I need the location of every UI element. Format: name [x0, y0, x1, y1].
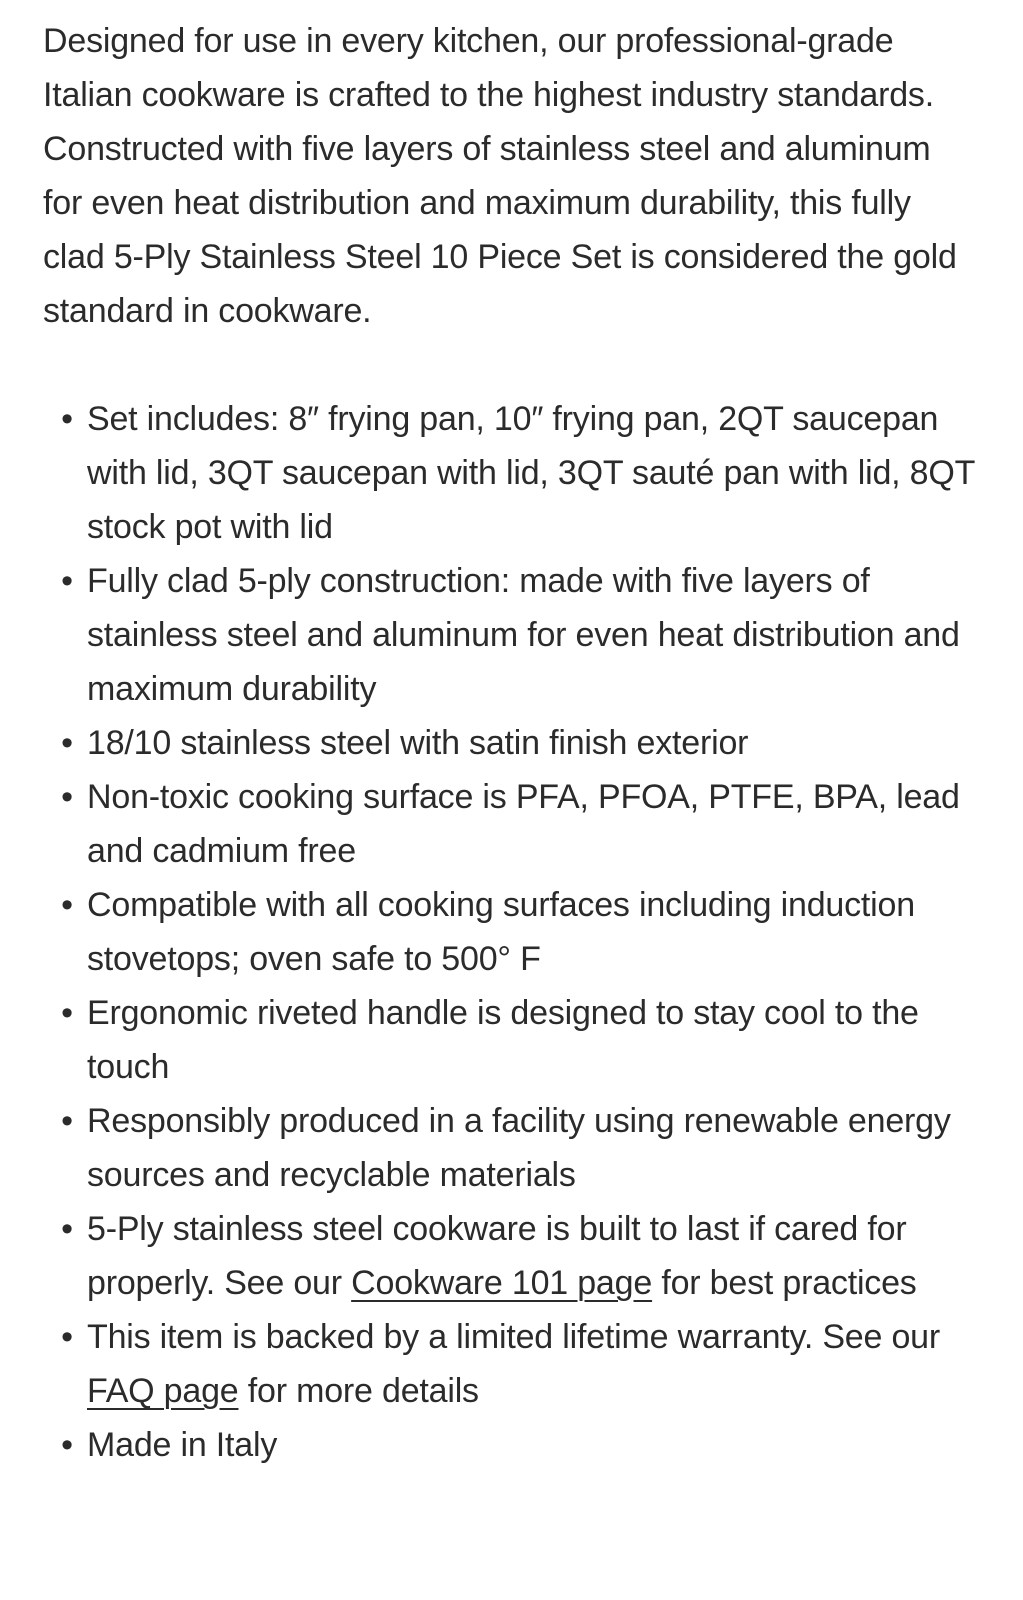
feature-text: Set includes: 8″ frying pan, 10″ frying pan, 2QT saucepan with lid, 3QT saucepan with lid, 3QT sauté pan with lid, 8QT stock pot with lid [87, 400, 975, 546]
bullet-icon: • [61, 562, 73, 600]
bullet-icon: • [61, 994, 73, 1032]
feature-compatibility [43, 878, 978, 986]
bullet-icon: • [61, 1318, 73, 1356]
cookware-101-link[interactable]: Cookware 101 page [351, 1264, 653, 1302]
feature-construction [43, 554, 978, 716]
feature-text: Made in Italy [87, 1426, 278, 1464]
feature-responsibly-produced [43, 1094, 978, 1202]
faq-link[interactable]: FAQ page [87, 1372, 239, 1410]
feature-set-includes [43, 392, 978, 554]
feature-text: Compatible with all cooking surfaces including induction stovetops; oven safe to 500° F [87, 886, 915, 978]
description-intro: Designed for use in every kitchen, our professional-grade Italian cookware is crafted to the highest industry standards. Constructed with five layers of stainless steel and aluminum for even heat distribution and maximum durability, this fully clad 5-Ply Stainless Steel 10 Piece Set is considered the gold standard in cookware. [43, 22, 957, 330]
feature-text: for best practices [652, 1264, 917, 1302]
feature-text: Ergonomic riveted handle is designed to stay cool to the touch [87, 994, 919, 1086]
feature-text: for more details [238, 1372, 479, 1410]
product-description [43, 14, 978, 1472]
feature-text: Responsibly produced in a facility using renewable energy sources and recyclable materials [87, 1102, 951, 1194]
feature-handle [43, 986, 978, 1094]
feature-care [43, 1202, 978, 1310]
feature-text: Fully clad 5-ply construction: made with five layers of stainless steel and aluminum for even heat distribution and maximum durability [87, 562, 960, 708]
feature-text: Non-toxic cooking surface is PFA, PFOA, PTFE, BPA, lead and cadmium free [87, 778, 960, 870]
feature-text: 5-Ply stainless steel cookware is built to last if cared for properly. See our [87, 1210, 907, 1302]
feature-list [43, 392, 978, 1472]
bullet-icon: • [61, 1426, 73, 1464]
bullet-icon: • [61, 400, 73, 438]
bullet-icon: • [61, 778, 73, 816]
feature-warranty [43, 1310, 978, 1418]
feature-non-toxic [43, 770, 978, 878]
bullet-icon: • [61, 1210, 73, 1248]
feature-finish [43, 716, 978, 770]
feature-text: This item is backed by a limited lifetime warranty. See our [87, 1318, 941, 1356]
feature-text: 18/10 stainless steel with satin finish exterior [87, 724, 749, 762]
feature-origin [43, 1418, 978, 1472]
bullet-icon: • [61, 886, 73, 924]
bullet-icon: • [61, 724, 73, 762]
bullet-icon: • [61, 1102, 73, 1140]
